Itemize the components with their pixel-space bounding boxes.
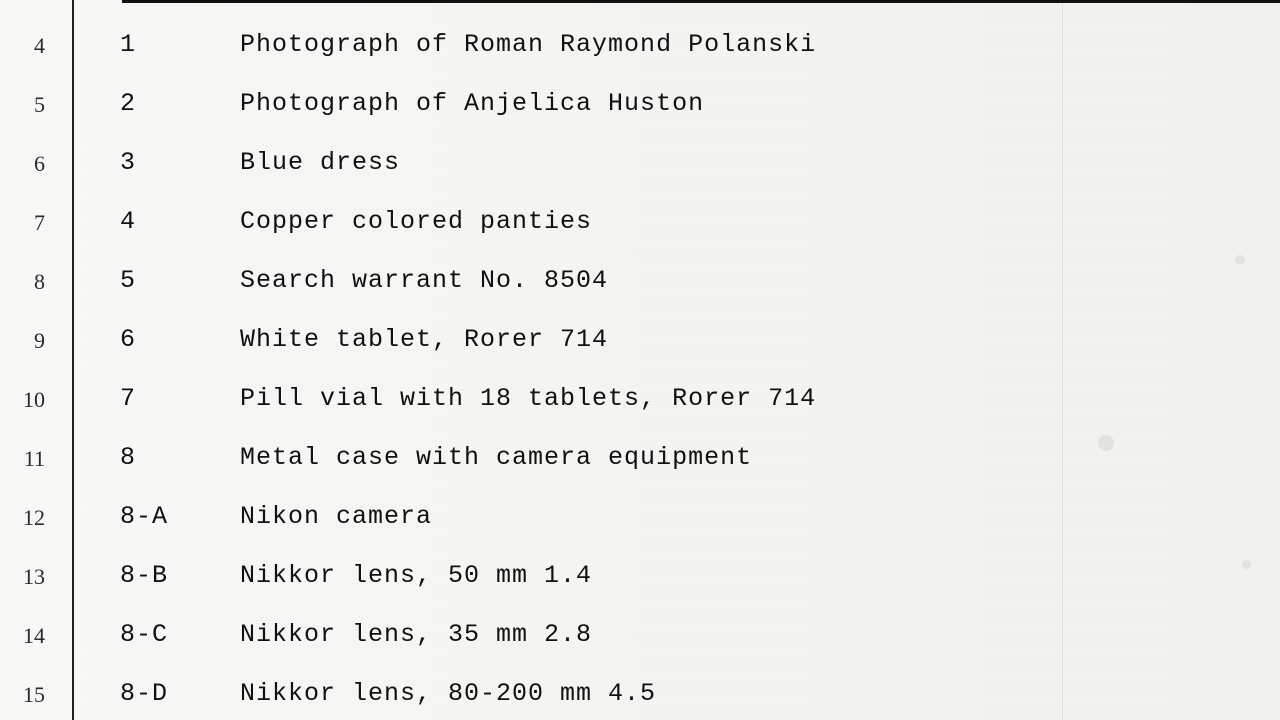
top-rule: [122, 0, 1280, 3]
line-number: 15: [23, 682, 45, 707]
exhibit-row: [120, 677, 1020, 711]
exhibit-number: 2: [120, 89, 137, 118]
line-number: 5: [34, 92, 45, 117]
exhibit-description: Search warrant No. 8504: [240, 266, 609, 295]
exhibit-description: White tablet, Rorer 714: [240, 325, 609, 354]
exhibit-number: 8-C: [120, 620, 169, 649]
exhibit-row: [120, 441, 1020, 475]
exhibit-number: 8-A: [120, 502, 169, 531]
exhibit-description: Copper colored panties: [240, 207, 593, 236]
exhibit-description: Nikkor lens, 80-200 mm 4.5: [240, 679, 657, 708]
exhibit-row: [120, 28, 1020, 62]
exhibit-row: [120, 264, 1020, 298]
line-number: 12: [23, 505, 45, 530]
paper-mark: [1235, 255, 1245, 265]
exhibit-description: Photograph of Roman Raymond Polanski: [240, 30, 817, 59]
line-number: 9: [34, 328, 45, 353]
exhibit-row: [120, 146, 1020, 180]
exhibit-description: Nikkor lens, 35 mm 2.8: [240, 620, 593, 649]
exhibit-number: 1: [120, 30, 137, 59]
exhibit-description: Nikon camera: [240, 502, 433, 531]
exhibit-row: [120, 205, 1020, 239]
exhibit-row: [120, 323, 1020, 357]
left-margin-line: [72, 0, 74, 720]
exhibit-number: 3: [120, 148, 137, 177]
line-number: 14: [23, 623, 45, 648]
paper-mark: [1242, 560, 1251, 569]
exhibit-number: 8-D: [120, 679, 169, 708]
exhibit-row: [120, 559, 1020, 593]
exhibit-number: 6: [120, 325, 137, 354]
exhibit-row: [120, 618, 1020, 652]
line-number: 7: [34, 210, 45, 235]
line-number: 6: [34, 151, 45, 176]
exhibit-number: 4: [120, 207, 137, 236]
exhibit-description: Nikkor lens, 50 mm 1.4: [240, 561, 593, 590]
exhibit-description: Blue dress: [240, 148, 401, 177]
line-number-column: [0, 0, 60, 720]
exhibit-row: [120, 500, 1020, 534]
line-number: 10: [23, 387, 45, 412]
exhibit-description: Photograph of Anjelica Huston: [240, 89, 705, 118]
line-number: 13: [23, 564, 45, 589]
line-number: 8: [34, 269, 45, 294]
exhibit-number: 7: [120, 384, 137, 413]
exhibit-number: 8: [120, 443, 137, 472]
paper-mark: [1098, 435, 1114, 451]
exhibit-row: [120, 382, 1020, 416]
line-number: 4: [34, 33, 45, 58]
exhibit-number: 5: [120, 266, 137, 295]
exhibit-number: 8-B: [120, 561, 169, 590]
exhibit-description: Pill vial with 18 tablets, Rorer 714: [240, 384, 817, 413]
right-faint-line: [1062, 0, 1063, 720]
exhibit-row: [120, 87, 1020, 121]
exhibit-description: Metal case with camera equipment: [240, 443, 753, 472]
line-number: 11: [23, 446, 45, 471]
